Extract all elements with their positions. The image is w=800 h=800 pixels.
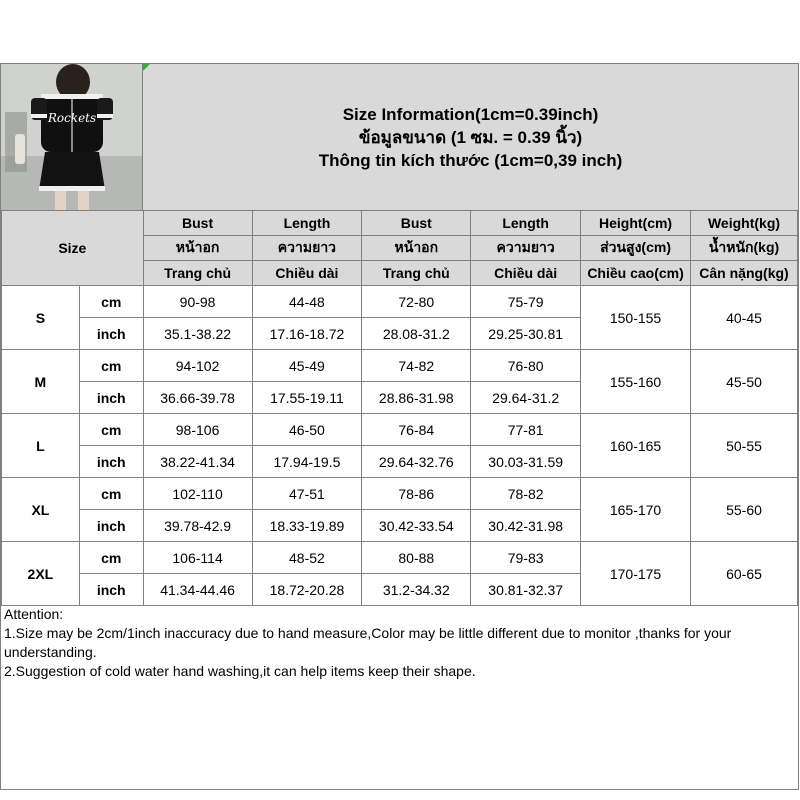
size-row-cm [2,478,798,510]
measurement-cm: 80-88 [362,542,471,574]
col-header-vi: Chiều dài [252,261,362,286]
title-thai: ข้อมูลขนาด (1 ซม. = 0.39 นิ้ว) [358,127,583,147]
unit-cm: cm [79,478,143,510]
measurement-inch: 30.42-31.98 [471,510,581,542]
measurement-inch: 30.81-32.37 [471,574,581,606]
measurement-cm: 76-80 [471,350,581,382]
col-header-en: Bust [143,211,252,236]
measurement-inch: 30.42-33.54 [362,510,471,542]
measurement-inch: 17.55-19.11 [252,382,362,414]
measurement-inch: 29.25-30.81 [471,318,581,350]
measurement-inch: 29.64-32.76 [362,446,471,478]
col-header-en: Height(cm) [581,211,691,236]
col-header-th: น้ำหนัก(kg) [691,236,798,261]
measurement-cm: 47-51 [252,478,362,510]
col-header-vi: Trang chủ [143,261,252,286]
col-header-en: Weight(kg) [691,211,798,236]
measurement-cm: 77-81 [471,414,581,446]
height-range: 170-175 [581,542,691,606]
col-header-th: หน้าอก [143,236,252,261]
unit-inch: inch [79,318,143,350]
measurement-inch: 30.03-31.59 [471,446,581,478]
measurement-cm: 102-110 [143,478,252,510]
measurement-cm: 74-82 [362,350,471,382]
size-label: 2XL [2,542,80,606]
col-header-en: Length [252,211,362,236]
unit-cm: cm [79,414,143,446]
measurement-inch: 17.94-19.5 [252,446,362,478]
col-header-vi: Cân nặng(kg) [691,261,798,286]
col-header-vi: Chiều dài [471,261,581,286]
size-label: M [2,350,80,414]
measurement-inch: 36.66-39.78 [143,382,252,414]
col-header-th: ความยาว [252,236,362,261]
height-range: 165-170 [581,478,691,542]
measurement-cm: 48-52 [252,542,362,574]
unit-cm: cm [79,350,143,382]
col-header-vi: Chiều cao(cm) [581,261,691,286]
measurement-inch: 35.1-38.22 [143,318,252,350]
height-range: 160-165 [581,414,691,478]
measurement-cm: 72-80 [362,286,471,318]
col-header-th: ส่วนสูง(cm) [581,236,691,261]
attention-notes [4,605,794,681]
col-header-th: ความยาว [471,236,581,261]
unit-inch: inch [79,510,143,542]
header-titles [143,64,798,210]
note-line-1: 1.Size may be 2cm/1inch inaccuracy due to hand measure,Color may be little different due to monitor ,thanks for your understanding. [4,625,732,660]
model-image [1,64,142,210]
measurement-cm: 45-49 [252,350,362,382]
unit-inch: inch [79,446,143,478]
measurement-inch: 17.16-18.72 [252,318,362,350]
measurement-cm: 94-102 [143,350,252,382]
unit-inch: inch [79,574,143,606]
note-line-2: 2.Suggestion of cold water hand washing,it can help items keep their shape. [4,663,476,679]
height-range: 155-160 [581,350,691,414]
measurement-inch: 28.08-31.2 [362,318,471,350]
size-label: XL [2,478,80,542]
measurement-cm: 44-48 [252,286,362,318]
measurement-cm: 78-82 [471,478,581,510]
size-row-cm [2,286,798,318]
jersey-lettering: Rockets [47,111,97,125]
height-range: 150-155 [581,286,691,350]
col-header-vi: Trang chủ [362,261,471,286]
measurement-inch: 41.34-44.46 [143,574,252,606]
product-photo [1,64,143,210]
size-row-cm [2,414,798,446]
measurement-inch: 31.2-34.32 [362,574,471,606]
measurement-cm: 46-50 [252,414,362,446]
weight-range: 45-50 [691,350,798,414]
weight-range: 55-60 [691,478,798,542]
col-header-th: หน้าอก [362,236,471,261]
size-chart [0,63,799,790]
measurement-inch: 18.33-19.89 [252,510,362,542]
size-column-header: Size [2,211,144,286]
measurement-inch: 39.78-42.9 [143,510,252,542]
chart-header [1,64,798,211]
size-table [1,210,798,606]
measurement-cm: 98-106 [143,414,252,446]
measurement-cm: 106-114 [143,542,252,574]
measurement-cm: 90-98 [143,286,252,318]
size-row-cm [2,350,798,382]
size-label: S [2,286,80,350]
title-english: Size Information(1cm=0.39inch) [342,104,599,124]
measurement-cm: 79-83 [471,542,581,574]
measurement-inch: 29.64-31.2 [471,382,581,414]
measurement-cm: 78-86 [362,478,471,510]
title-vietnamese: Thông tin kích thước (1cm=0,39 inch) [318,150,623,170]
measurement-cm: 75-79 [471,286,581,318]
unit-inch: inch [79,382,143,414]
measurement-inch: 38.22-41.34 [143,446,252,478]
unit-cm: cm [79,286,143,318]
weight-range: 40-45 [691,286,798,350]
measurement-cm: 76-84 [362,414,471,446]
col-header-en: Length [471,211,581,236]
col-header-en: Bust [362,211,471,236]
weight-range: 50-55 [691,414,798,478]
measurement-inch: 18.72-20.28 [252,574,362,606]
corner-marker [143,64,150,71]
size-row-cm [2,542,798,574]
measurement-inch: 28.86-31.98 [362,382,471,414]
size-label: L [2,414,80,478]
unit-cm: cm [79,542,143,574]
weight-range: 60-65 [691,542,798,606]
notes-heading: Attention: [4,606,64,622]
